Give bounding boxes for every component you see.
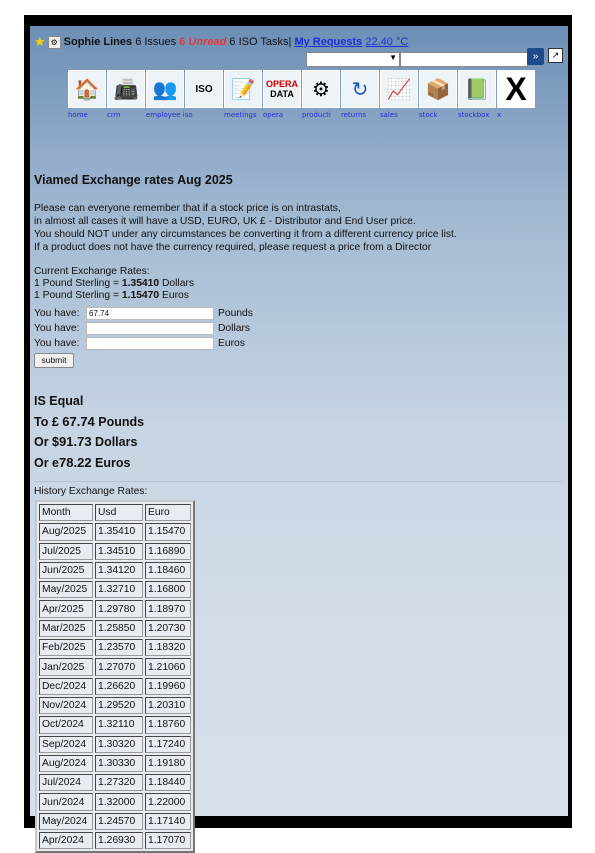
history-table bbox=[35, 500, 195, 853]
main-panel bbox=[30, 26, 568, 847]
usd-cell: 1.26930 bbox=[95, 832, 143, 849]
current-rates bbox=[34, 266, 194, 302]
table-row bbox=[39, 755, 191, 772]
month-cell: Nov/2024 bbox=[39, 697, 93, 714]
toolbar-item-crm[interactable] bbox=[107, 70, 145, 119]
table-row bbox=[39, 658, 191, 675]
currency-converter bbox=[34, 306, 253, 368]
toolbar-label[interactable]: stock bbox=[419, 111, 438, 119]
notice-text bbox=[34, 202, 457, 254]
iso-tasks-label[interactable]: ISO Tasks bbox=[238, 36, 289, 48]
euro-cell: 1.16800 bbox=[145, 581, 191, 598]
month-cell: Jul/2024 bbox=[39, 774, 93, 791]
toolbar-item-employee-iso[interactable] bbox=[146, 70, 193, 119]
chart-icon: 📈 bbox=[380, 70, 418, 108]
euro-cell: 1.17070 bbox=[145, 832, 191, 849]
euro-cell: 1.19960 bbox=[145, 678, 191, 695]
toolbar-label[interactable]: stockbox bbox=[458, 111, 490, 119]
usd-cell: 1.32110 bbox=[95, 716, 143, 733]
usd-cell: 1.27070 bbox=[95, 658, 143, 675]
euros-unit: Euros bbox=[218, 338, 245, 349]
table-row bbox=[39, 600, 191, 617]
rate-usd-prefix: 1 Pound Sterling = bbox=[34, 278, 122, 289]
converter-row-pounds bbox=[34, 306, 253, 321]
toolbar-label[interactable]: meetings bbox=[224, 111, 257, 119]
table-row bbox=[39, 813, 191, 830]
toolbar-label[interactable]: producti bbox=[302, 111, 331, 119]
conversion-result bbox=[34, 392, 144, 473]
pounds-unit: Pounds bbox=[218, 308, 253, 319]
chevron-down-icon: ▼ bbox=[389, 53, 397, 62]
current-rates-label: Current Exchange Rates: bbox=[34, 266, 150, 277]
table-row bbox=[39, 562, 191, 579]
usd-cell: 1.30320 bbox=[95, 736, 143, 753]
toolbar-item-stock[interactable] bbox=[419, 70, 457, 119]
table-row bbox=[39, 581, 191, 598]
house-icon: 🏠 bbox=[68, 70, 106, 108]
euro-cell: 1.15470 bbox=[145, 523, 191, 540]
table-row bbox=[39, 523, 191, 540]
toolbar-item-home[interactable] bbox=[68, 70, 106, 119]
separator: | bbox=[288, 36, 292, 48]
notice-line: If a product does not have the currency required, please request a price from a Director bbox=[34, 242, 432, 253]
toolbar-label[interactable]: returns bbox=[341, 111, 367, 119]
table-row bbox=[39, 620, 191, 637]
toolbar-item-sales[interactable] bbox=[380, 70, 418, 119]
toolbar-label[interactable]: home bbox=[68, 111, 88, 119]
top-bar bbox=[34, 34, 408, 50]
toolbar-item-production[interactable] bbox=[302, 70, 340, 119]
user-name: Sophie Lines bbox=[63, 36, 133, 48]
toolbar-item-returns[interactable] bbox=[341, 70, 379, 119]
table-row bbox=[39, 774, 191, 791]
toolbar-label[interactable]: opera bbox=[263, 111, 284, 119]
unread-label[interactable]: Unread bbox=[188, 36, 227, 48]
month-cell: Apr/2025 bbox=[39, 600, 93, 617]
month-cell: May/2025 bbox=[39, 581, 93, 598]
history-title: History Exchange Rates: bbox=[34, 486, 148, 497]
usd-cell: 1.25850 bbox=[95, 620, 143, 637]
toolbar-label[interactable]: employee iso bbox=[146, 111, 193, 119]
crm-icon: 📠 bbox=[107, 70, 145, 108]
euro-cell: 1.17140 bbox=[145, 813, 191, 830]
toolbar-item-opera[interactable] bbox=[263, 70, 301, 119]
notepad-icon: 📝 bbox=[224, 70, 262, 108]
result-pounds-prefix: To £ bbox=[34, 414, 63, 429]
rate-eur-value: 1.15470 bbox=[121, 290, 160, 301]
issues-count[interactable]: 6 bbox=[135, 36, 142, 48]
toolbar bbox=[68, 70, 536, 119]
table-row bbox=[39, 697, 191, 714]
month-cell: Oct/2024 bbox=[39, 716, 93, 733]
rate-usd-value: 1.35410 bbox=[121, 278, 160, 289]
result-pounds-value: 67.74 bbox=[62, 413, 95, 429]
euro-cell: 1.22000 bbox=[145, 793, 191, 810]
submit-button[interactable]: submit bbox=[34, 353, 74, 368]
you-have-label: You have: bbox=[34, 308, 80, 319]
toolbar-item-iso[interactable] bbox=[185, 70, 223, 119]
iso-icon: ISO bbox=[185, 70, 223, 108]
result-euros-suffix: Euros bbox=[91, 455, 131, 470]
month-cell: Mar/2025 bbox=[39, 620, 93, 637]
toolbar-item-stockbox[interactable] bbox=[458, 70, 496, 119]
euro-cell: 1.19180 bbox=[145, 755, 191, 772]
rate-eur-suffix: Euros bbox=[159, 290, 189, 301]
gear-icon: ⚙ bbox=[302, 70, 340, 108]
month-cell: Jul/2025 bbox=[39, 543, 93, 560]
result-heading: IS Equal bbox=[34, 394, 84, 408]
euro-cell: 1.20730 bbox=[145, 620, 191, 637]
euro-cell: 1.18440 bbox=[145, 774, 191, 791]
result-dollars-value: 91.73 bbox=[59, 434, 92, 449]
rate-usd bbox=[34, 278, 194, 290]
euros-input[interactable] bbox=[86, 337, 214, 350]
table-row bbox=[39, 543, 191, 560]
page-title: Viamed Exchange rates Aug 2025 bbox=[34, 173, 233, 187]
month-cell: Aug/2024 bbox=[39, 755, 93, 772]
month-cell: Dec/2024 bbox=[39, 678, 93, 695]
issues-label[interactable]: Issues bbox=[144, 36, 177, 48]
usd-cell: 1.32000 bbox=[95, 793, 143, 810]
result-euros-prefix: Or e bbox=[34, 455, 60, 470]
euro-cell: 1.18460 bbox=[145, 562, 191, 579]
rate-usd-suffix: Dollars bbox=[159, 278, 195, 289]
temperature-link[interactable]: 22.40 °C bbox=[365, 36, 409, 48]
table-row bbox=[39, 716, 191, 733]
month-cell: Jan/2025 bbox=[39, 658, 93, 675]
notice-line: You should NOT under any circumstances be converting it from a different currency price list. bbox=[34, 229, 457, 240]
rate-eur-prefix: 1 Pound Sterling = bbox=[34, 290, 122, 301]
divider bbox=[34, 481, 561, 482]
toolbar-label[interactable]: x bbox=[497, 111, 502, 119]
usd-cell: 1.23570 bbox=[95, 639, 143, 656]
notice-line: Please can everyone remember that if a stock price is on intrastats, bbox=[34, 203, 341, 214]
result-euros bbox=[34, 453, 144, 474]
rate-eur bbox=[34, 290, 194, 302]
month-cell: Sep/2024 bbox=[39, 736, 93, 753]
usd-cell: 1.29780 bbox=[95, 600, 143, 617]
converter-row-euros bbox=[34, 336, 253, 351]
result-dollars-prefix: Or $ bbox=[34, 435, 60, 449]
euro-cell: 1.18970 bbox=[145, 600, 191, 617]
you-have-label: You have: bbox=[34, 338, 80, 349]
my-requests-link[interactable]: My Requests bbox=[294, 36, 363, 48]
external-link-icon[interactable]: ↗ bbox=[548, 48, 563, 63]
unread-count[interactable]: 6 bbox=[179, 36, 186, 48]
nav-select[interactable] bbox=[306, 52, 400, 67]
euro-cell: 1.20310 bbox=[145, 697, 191, 714]
column-header: Usd bbox=[95, 504, 143, 521]
month-cell: Jun/2024 bbox=[39, 793, 93, 810]
usd-cell: 1.26620 bbox=[95, 678, 143, 695]
usd-cell: 1.34510 bbox=[95, 543, 143, 560]
toolbar-item-x[interactable] bbox=[497, 70, 535, 119]
toolbar-item-meetings[interactable] bbox=[224, 70, 262, 119]
notice-line: in almost all cases it will have a USD, EURO, UK £ - Distributor and End User price. bbox=[34, 216, 416, 227]
usd-cell: 1.27320 bbox=[95, 774, 143, 791]
month-cell: May/2024 bbox=[39, 813, 93, 830]
result-dollars bbox=[34, 432, 144, 453]
column-header: Euro bbox=[145, 504, 191, 521]
table-row bbox=[39, 678, 191, 695]
result-dollars-suffix: Dollars bbox=[91, 435, 138, 449]
converter-row-dollars bbox=[34, 321, 253, 336]
book-icon: 📗 bbox=[458, 70, 496, 108]
usd-cell: 1.32710 bbox=[95, 581, 143, 598]
column-header: Month bbox=[39, 504, 93, 521]
month-cell: Feb/2025 bbox=[39, 639, 93, 656]
you-have-label: You have: bbox=[34, 323, 80, 334]
search-input[interactable] bbox=[400, 52, 528, 67]
toolbar-label[interactable]: crm bbox=[107, 111, 121, 119]
box-icon: 📦 bbox=[419, 70, 457, 108]
refresh-icon: ↻ bbox=[341, 70, 379, 108]
euro-cell: 1.18760 bbox=[145, 716, 191, 733]
table-row bbox=[39, 832, 191, 849]
opera-data-icon: OPERA DATA bbox=[263, 70, 301, 108]
euro-cell: 1.16890 bbox=[145, 543, 191, 560]
pounds-input[interactable]: 67.74 bbox=[86, 307, 214, 320]
euro-cell: 1.18320 bbox=[145, 639, 191, 656]
result-euros-value: 78.22 bbox=[59, 454, 92, 470]
toolbar-label[interactable]: sales bbox=[380, 111, 398, 119]
usd-cell: 1.35410 bbox=[95, 523, 143, 540]
table-row bbox=[39, 639, 191, 656]
result-pounds bbox=[34, 412, 144, 433]
usd-cell: 1.30330 bbox=[95, 755, 143, 772]
go-button[interactable]: » bbox=[527, 48, 544, 65]
table-row bbox=[39, 793, 191, 810]
people-icon: 👥 bbox=[146, 70, 184, 108]
star-icon[interactable]: ★ bbox=[34, 34, 46, 49]
iso-count[interactable]: 6 bbox=[229, 36, 236, 48]
usd-cell: 1.34120 bbox=[95, 562, 143, 579]
month-cell: Apr/2024 bbox=[39, 832, 93, 849]
settings-icon[interactable]: ⚙ bbox=[48, 36, 61, 49]
month-cell: Jun/2025 bbox=[39, 562, 93, 579]
x-icon: X bbox=[497, 70, 535, 108]
table-row bbox=[39, 736, 191, 753]
table-header-row bbox=[39, 504, 191, 521]
dollars-input[interactable] bbox=[86, 322, 214, 335]
month-cell: Aug/2025 bbox=[39, 523, 93, 540]
euro-cell: 1.17240 bbox=[145, 736, 191, 753]
usd-cell: 1.29520 bbox=[95, 697, 143, 714]
euro-cell: 1.21060 bbox=[145, 658, 191, 675]
result-pounds-suffix: Pounds bbox=[94, 414, 145, 429]
dollars-unit: Dollars bbox=[218, 323, 251, 334]
usd-cell: 1.24570 bbox=[95, 813, 143, 830]
